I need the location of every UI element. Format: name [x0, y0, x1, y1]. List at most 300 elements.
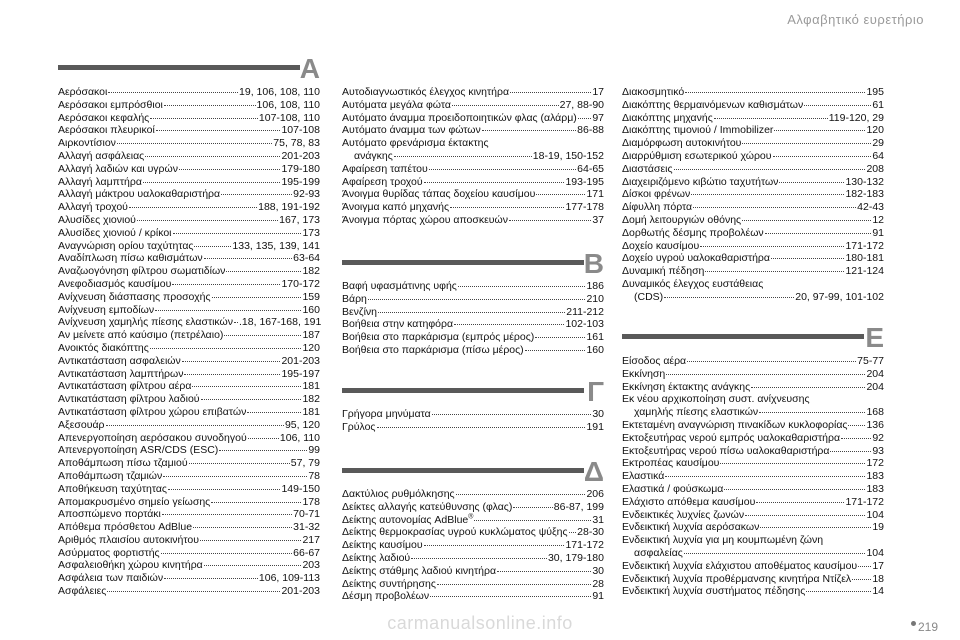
- index-term: Διαμόρφωση αυτοκινήτου: [622, 137, 742, 150]
- index-term: Δέσμη προβολέων: [342, 590, 430, 603]
- index-term: Διακόπτης θερμαινόμενων καθισμάτων: [622, 98, 804, 111]
- index-entry: [622, 585, 884, 598]
- page-reference: 30: [592, 564, 604, 577]
- index-term: Ανίχνευση εμποδίων: [58, 303, 155, 316]
- index-term: Άνοιγμα θυρίδας τάπας δοχείου καυσίμου: [342, 188, 536, 201]
- index-term: Αντικατάσταση φίλτρου αέρα: [58, 380, 192, 393]
- index-term: Γρήγορα μηνύματα: [342, 408, 431, 420]
- dot-leader: [700, 246, 844, 247]
- index-entry: [342, 124, 604, 137]
- index-term: Ενδεικτική λυχνία αερόσακων: [622, 521, 760, 534]
- index-entry: [58, 150, 320, 163]
- page-reference: 182: [302, 265, 320, 278]
- index-term: Διαρρύθμιση εσωτερικού χώρου: [622, 149, 772, 162]
- index-term: Εκτοξευτήρας νερού πίσω υαλοκαθαριστήρα: [622, 444, 830, 457]
- index-entry: [622, 560, 884, 573]
- index-term: Διακοσμητικό: [622, 86, 685, 98]
- index-entry: [58, 470, 320, 483]
- page-reference: 14: [872, 585, 884, 598]
- index-entry: [58, 291, 320, 304]
- index-term: Είσοδος αέρα: [622, 355, 687, 367]
- index-term: Αφαίρεση ταπέτου: [342, 162, 428, 175]
- dot-leader: [424, 182, 565, 183]
- index-term: Αντικατάσταση φίλτρου χώρου επιβατών: [58, 405, 247, 418]
- index-entry: [622, 432, 884, 445]
- dot-leader: [724, 489, 865, 490]
- index-term: Δυναμική πέδηση: [622, 265, 705, 278]
- dot-leader: [129, 207, 257, 208]
- page-reference: 29: [872, 137, 884, 150]
- index-term: Ανίχνευση χαμηλής πίεσης ελαστικών: [58, 316, 234, 329]
- index-entry: [58, 163, 320, 176]
- index-entry: [58, 534, 320, 547]
- index-term: Αποσπώμενο πορτάκι: [58, 508, 161, 521]
- section-header-b: [342, 250, 604, 280]
- index-term: Αφαίρεση τροχού: [342, 175, 423, 188]
- index-term: Δυναμικός έλεγχος ευστάθειας: [622, 277, 764, 290]
- page-reference: 92-93: [293, 188, 320, 201]
- index-term: Ελάχιστο απόθεμα καυσίμου: [622, 495, 756, 508]
- index-entry: [342, 578, 604, 591]
- section-divider: [622, 334, 864, 339]
- page-reference: 188, 191-192: [258, 201, 320, 214]
- dot-leader: [163, 476, 307, 477]
- dot-leader: [150, 348, 302, 349]
- index-entry: [58, 137, 320, 150]
- page-reference: 91: [592, 590, 604, 603]
- page-reference: 195-197: [281, 367, 320, 380]
- index-entry: [622, 509, 884, 522]
- dot-leader: [666, 374, 865, 375]
- dot-leader: [771, 258, 844, 259]
- page-reference: 201-203: [281, 585, 320, 598]
- index-entry: [342, 99, 604, 112]
- index-term: Αποθήκευση ταχύτητας: [58, 482, 167, 495]
- section-letter-a: A: [299, 53, 320, 84]
- index-entry: [622, 483, 884, 496]
- dot-leader: [691, 194, 844, 195]
- index-term: Αλλαγή μάκτρου υαλοκαθαριστήρα: [58, 188, 221, 201]
- page-reference: .18, 167-168, 191: [239, 316, 322, 329]
- section-letter-b: B: [583, 248, 604, 279]
- index-entry: [58, 188, 320, 201]
- dot-leader: [685, 92, 865, 93]
- page-reference: 97: [592, 111, 604, 124]
- dot-leader: [848, 425, 865, 426]
- index-term: Ενδεικτική λυχνία ελάχιστου αποθέματος καυσίμου: [622, 559, 858, 572]
- index-term: Αερόσακοι κεφαλής: [58, 111, 150, 124]
- dot-leader: [497, 571, 591, 572]
- index-term: Αξεσουάρ: [58, 418, 105, 431]
- dot-leader: [424, 545, 565, 546]
- dot-leader: [168, 489, 280, 490]
- dot-leader: [569, 532, 577, 533]
- index-entry: [622, 150, 884, 163]
- index-term: Βενζίνη: [342, 305, 377, 318]
- dot-leader: [804, 105, 871, 106]
- page-reference: 210: [586, 292, 604, 305]
- index-entry: [58, 227, 320, 240]
- page-reference: 195: [866, 86, 884, 98]
- index-term: Ανίχνευση διάσπασης προσοχής: [58, 290, 211, 303]
- index-term: Δοχείο υγρού υαλοκαθαριστήρα: [622, 252, 770, 265]
- section-header-a: [58, 55, 320, 85]
- dot-leader: [773, 156, 872, 157]
- index-entry: [342, 293, 604, 306]
- index-term: Αποθάμπωση τζαμιών: [58, 469, 163, 482]
- page-reference: 106, 108, 110: [256, 98, 320, 111]
- page-reference: 106, 110: [279, 431, 320, 444]
- index-term: Απόθεμα πρόσθετου AdBlue: [58, 521, 193, 534]
- page-reference: 217: [302, 533, 320, 546]
- index-term: Ελαστικά: [622, 470, 665, 483]
- page-reference: 102-103: [565, 318, 604, 331]
- entry-list-b: [342, 280, 604, 357]
- dot-leader: [155, 310, 301, 311]
- index-entry: [622, 227, 884, 240]
- index-entry: [58, 240, 320, 253]
- page-reference: 193-195: [565, 175, 604, 188]
- page-reference: 170-172: [281, 277, 320, 290]
- page-reference: 204: [866, 367, 884, 380]
- index-term: Εκτοξευτήρας νερού εμπρός υαλοκαθαριστήρα: [622, 431, 841, 444]
- index-entry: [58, 572, 320, 585]
- page-reference: 30, 179-180: [547, 551, 604, 564]
- index-entry: [622, 214, 884, 227]
- index-term: Αερόσακοι: [58, 86, 108, 98]
- index-entry: [342, 112, 604, 125]
- index-term: Αυτόματο άναμμα προειδοποιητικών φλας (αλάρμ): [342, 111, 577, 124]
- index-term: Αλλαγή λαμπτήρα: [58, 175, 142, 188]
- dot-leader: [841, 438, 871, 439]
- page-reference: 182-183: [845, 188, 884, 201]
- dot-leader: [234, 322, 238, 323]
- index-term: Δομή λειτουργιών οθόνης: [622, 213, 742, 226]
- page-reference: 178: [302, 495, 320, 508]
- entry-list-e: [622, 355, 884, 598]
- index-entry: [342, 552, 604, 565]
- index-term: Αλλαγή ασφάλειας: [58, 149, 145, 162]
- dot-leader: [162, 514, 292, 515]
- dot-leader: [684, 553, 866, 554]
- dot-leader: [458, 286, 586, 287]
- page-reference: 172: [866, 457, 884, 470]
- page-reference: 180-181: [845, 252, 884, 265]
- dot-leader: [858, 566, 871, 567]
- index-entry: [622, 355, 884, 368]
- page-reference: 195-199: [281, 175, 320, 188]
- index-term: Αυτόματο άναμμα των φώτων: [342, 124, 481, 137]
- index-term: Βάρη: [342, 292, 367, 305]
- index-term: Βοήθεια στο παρκάρισμα (πίσω μέρος): [342, 343, 524, 356]
- index-term: Αλυσίδες χιονιού: [58, 213, 136, 226]
- dot-leader: [578, 118, 592, 119]
- index-entry: [58, 444, 320, 457]
- index-entry: [622, 393, 884, 406]
- dot-leader: [474, 520, 591, 521]
- dot-leader: [852, 579, 871, 580]
- index-entry: [342, 86, 604, 99]
- index-entry: [58, 99, 320, 112]
- page-reference: 201-203: [281, 354, 320, 367]
- index-term: Εκ νέου αρχικοποίηση συστ. ανίχνευσης: [622, 393, 810, 406]
- index-entry: [58, 265, 320, 278]
- page-number: 219: [917, 620, 938, 634]
- index-term: Δακτύλιος ρυθμόλκησης: [342, 488, 455, 500]
- page-reference: 86-88: [577, 124, 604, 137]
- index-term: Διαστάσεις: [622, 162, 673, 175]
- entry-list-d-continued: [622, 86, 884, 304]
- page-reference: 203: [302, 559, 320, 572]
- page-reference: 106, 109-113: [258, 572, 320, 585]
- index-entry: [342, 421, 604, 434]
- index-term: Ασφαλειοθήκη χώρου κινητήρα: [58, 559, 203, 572]
- dot-leader: [137, 220, 278, 221]
- dot-leader: [179, 169, 280, 170]
- index-term: Δείκτης συντήρησης: [342, 577, 436, 590]
- dot-leader: [456, 494, 586, 495]
- dot-leader: [429, 169, 576, 170]
- dot-leader: [189, 463, 290, 464]
- page-reference: 70-71: [293, 508, 320, 521]
- page-reference: 93: [872, 444, 884, 457]
- page-reference: 19, 106, 108, 110: [239, 86, 320, 98]
- page-reference: 171-172: [565, 539, 604, 552]
- index-entry: [622, 496, 884, 509]
- index-entry: [622, 252, 884, 265]
- page-reference: 211-212: [566, 305, 604, 318]
- index-term: Απενεργοποίηση αερόσακου συνοδηγού: [58, 431, 247, 444]
- index-term: Εκκίνηση: [622, 367, 666, 380]
- section-header-g: [342, 378, 604, 408]
- entry-list-a-continued: [342, 86, 604, 227]
- section-letter-d: Δ: [583, 456, 604, 487]
- page-reference: 19: [872, 521, 884, 534]
- dot-leader: [219, 450, 307, 451]
- section-header-d: [342, 458, 604, 488]
- index-term: Διακόπτης τιμονιού / Immobilizer: [622, 124, 774, 137]
- index-term: Αν μείνετε από καύσιμο (πετρέλαιο): [58, 329, 224, 342]
- index-term: Ενδεικτική λυχνία προθέρμανσης κινητήρα Ντίζελ: [622, 572, 852, 585]
- dot-leader: [182, 361, 281, 362]
- dot-leader: [664, 297, 794, 298]
- index-entry: [342, 201, 604, 214]
- index-term: Βοήθεια στο παρκάρισμα (εμπρός μέρος): [342, 331, 535, 344]
- index-entry: [58, 457, 320, 470]
- index-entry: [342, 526, 604, 539]
- dot-leader: [248, 438, 279, 439]
- index-entry: [58, 214, 320, 227]
- page-reference: 28: [592, 577, 604, 590]
- index-term: Αλυσίδες χιονιού / κρίκοι: [58, 226, 172, 239]
- dot-leader: [509, 220, 591, 221]
- dot-leader: [212, 297, 302, 298]
- dot-leader: [759, 412, 865, 413]
- index-term: Αερόσακοι εμπρόσθιοι: [58, 98, 163, 111]
- index-term: Εκκίνηση έκτακτης ανάγκης: [622, 380, 751, 393]
- page-reference: 204: [866, 380, 884, 393]
- dot-leader: [173, 233, 302, 234]
- index-entry: [622, 240, 884, 253]
- dot-leader: [377, 427, 586, 428]
- dot-leader: [164, 105, 256, 106]
- page-reference: 183: [866, 470, 884, 483]
- page-reference: 30: [592, 408, 604, 420]
- index-entry: [342, 163, 604, 176]
- index-term: Αναγνώριση ορίου ταχύτητας: [58, 239, 194, 252]
- dot-leader: [751, 387, 865, 388]
- dot-leader: [525, 350, 586, 351]
- index-entry: [342, 188, 604, 201]
- index-term: Δείκτης αυτονομίας AdBlue®: [342, 513, 474, 526]
- dot-leader: [720, 463, 865, 464]
- index-term: Δείκτης στάθμης λαδιού κινητήρα: [342, 564, 497, 577]
- index-term: Ενδεικτική λυχνία για μη κουμπωμένη ζώνη: [622, 534, 824, 547]
- index-entry: [342, 331, 604, 344]
- index-entry: [622, 534, 884, 547]
- index-term: Αλλαγή λαδιών και υγρών: [58, 162, 178, 175]
- dot-leader: [194, 246, 231, 247]
- index-entry: [342, 590, 604, 603]
- page-reference: 160: [586, 343, 604, 356]
- dot-leader: [742, 143, 871, 144]
- index-entry: [622, 201, 884, 214]
- page-reference: 86-87, 199: [553, 500, 604, 513]
- index-entry: [622, 176, 884, 189]
- dot-leader: [665, 476, 865, 477]
- page-reference: 107-108, 110: [258, 111, 320, 124]
- page-reference: 182: [302, 393, 320, 406]
- page-reference: 20, 97-99, 101-102: [795, 290, 884, 303]
- dot-leader: [150, 118, 258, 119]
- index-term: Ασφάλεια των παιδιών: [58, 572, 164, 585]
- index-entry: [58, 278, 320, 291]
- page-reference: 181: [302, 380, 320, 393]
- dot-leader: [450, 207, 564, 208]
- dot-leader: [779, 182, 844, 183]
- page-reference: 171: [586, 188, 604, 201]
- index-term: Απομακρυσμένο σημείο γείωσης: [58, 495, 211, 508]
- index-entry: [342, 344, 604, 357]
- index-entry: [58, 380, 320, 393]
- index-entry: [342, 318, 604, 331]
- dot-leader: [394, 156, 532, 157]
- page-reference: 27, 88-90: [559, 98, 604, 111]
- index-term: Ενδεικτική λυχνία συστήματος πέδησης: [622, 585, 806, 598]
- page-reference: 28-30: [577, 526, 604, 539]
- page-reference: 75-77: [857, 355, 884, 367]
- index-term: Αναδίπλωση πίσω καθισμάτων: [58, 252, 203, 265]
- index-entry: [622, 163, 884, 176]
- dot-leader: [765, 233, 872, 234]
- dot-leader: [201, 399, 302, 400]
- index-entry: [622, 470, 884, 483]
- index-entry: [58, 86, 320, 99]
- index-term: Αλλαγή τροχού: [58, 201, 128, 214]
- dot-leader: [454, 324, 564, 325]
- index-term: Αυτοδιαγνωστικός έλεγχος κινητήρα: [342, 86, 510, 98]
- dot-leader: [674, 169, 866, 170]
- section-divider: [58, 65, 300, 70]
- index-entry: [58, 432, 320, 445]
- index-entry: [622, 99, 884, 112]
- index-entry: [622, 124, 884, 137]
- index-entry: [342, 565, 604, 578]
- dot-leader: [437, 584, 591, 585]
- index-entry: [622, 457, 884, 470]
- dot-leader: [760, 527, 871, 528]
- page-reference: 18: [872, 572, 884, 585]
- dot-leader: [510, 92, 591, 93]
- page-reference: 66-67: [293, 546, 320, 559]
- page-reference: 31-32: [293, 521, 320, 534]
- page-reference: 167, 173: [279, 213, 320, 226]
- page-reference: 130-132: [845, 175, 884, 188]
- index-entry: [58, 508, 320, 521]
- page-reference: 187: [302, 329, 320, 342]
- index-entry: [58, 585, 320, 598]
- page-reference: 161: [586, 331, 604, 344]
- page-reference: 183: [866, 482, 884, 495]
- index-entry: [622, 368, 884, 381]
- index-term: Δείκτης καυσίμου: [342, 539, 423, 552]
- page-reference: 107-108: [281, 124, 320, 137]
- index-term: χαμηλής πίεσης ελαστικών: [634, 406, 759, 419]
- page-reference: 173: [302, 226, 320, 239]
- index-term: Βαφή υφασμάτινης υφής: [342, 280, 457, 292]
- page-reference: 17: [592, 86, 604, 98]
- index-entry: [342, 176, 604, 189]
- index-term: Αντικατάσταση φίλτρου λαδιού: [58, 393, 200, 406]
- index-term: Εκτεταμένη αναγνώριση πινακίδων κυκλοφορίας: [622, 418, 848, 431]
- page-reference: 12: [872, 213, 884, 226]
- index-term: Ανοικτός διακόπτης: [58, 341, 149, 354]
- index-entry: [58, 201, 320, 214]
- index-entry: [622, 291, 884, 304]
- dot-leader: [106, 425, 284, 426]
- index-entry: [342, 306, 604, 319]
- index-entry: [622, 265, 884, 278]
- dot-leader: [432, 414, 592, 415]
- index-term: Ανεφοδιασμός καυσίμου: [58, 277, 172, 290]
- index-entry: [58, 124, 320, 137]
- index-entry: [58, 406, 320, 419]
- section-divider: [342, 468, 584, 473]
- page-reference: 64-65: [577, 162, 604, 175]
- page-reference: 64: [872, 149, 884, 162]
- index-entry: [622, 86, 884, 99]
- index-entry: [622, 188, 884, 201]
- section-divider: [342, 388, 584, 393]
- page-reference: 18-19, 150-152: [532, 149, 604, 162]
- index-term: Άνοιγμα πόρτας χώρου αποσκευών: [342, 213, 508, 226]
- index-term: Δίφυλλη πόρτα: [622, 201, 693, 214]
- page-reference: 149-150: [281, 482, 320, 495]
- page-reference: 91: [872, 226, 884, 239]
- index-entry: [622, 419, 884, 432]
- watermark: carmanualsonline.info: [387, 613, 573, 633]
- page-reference: 171-172: [845, 495, 884, 508]
- index-entry: [342, 137, 604, 150]
- dot-leader: [411, 558, 547, 559]
- dot-leader: [742, 220, 871, 221]
- page-reference: 191: [586, 420, 604, 433]
- index-entry: [342, 501, 604, 514]
- index-entry: [58, 355, 320, 368]
- page-reference: 78: [308, 469, 320, 482]
- index-term: ασφαλείας: [634, 546, 683, 559]
- index-entry: [58, 329, 320, 342]
